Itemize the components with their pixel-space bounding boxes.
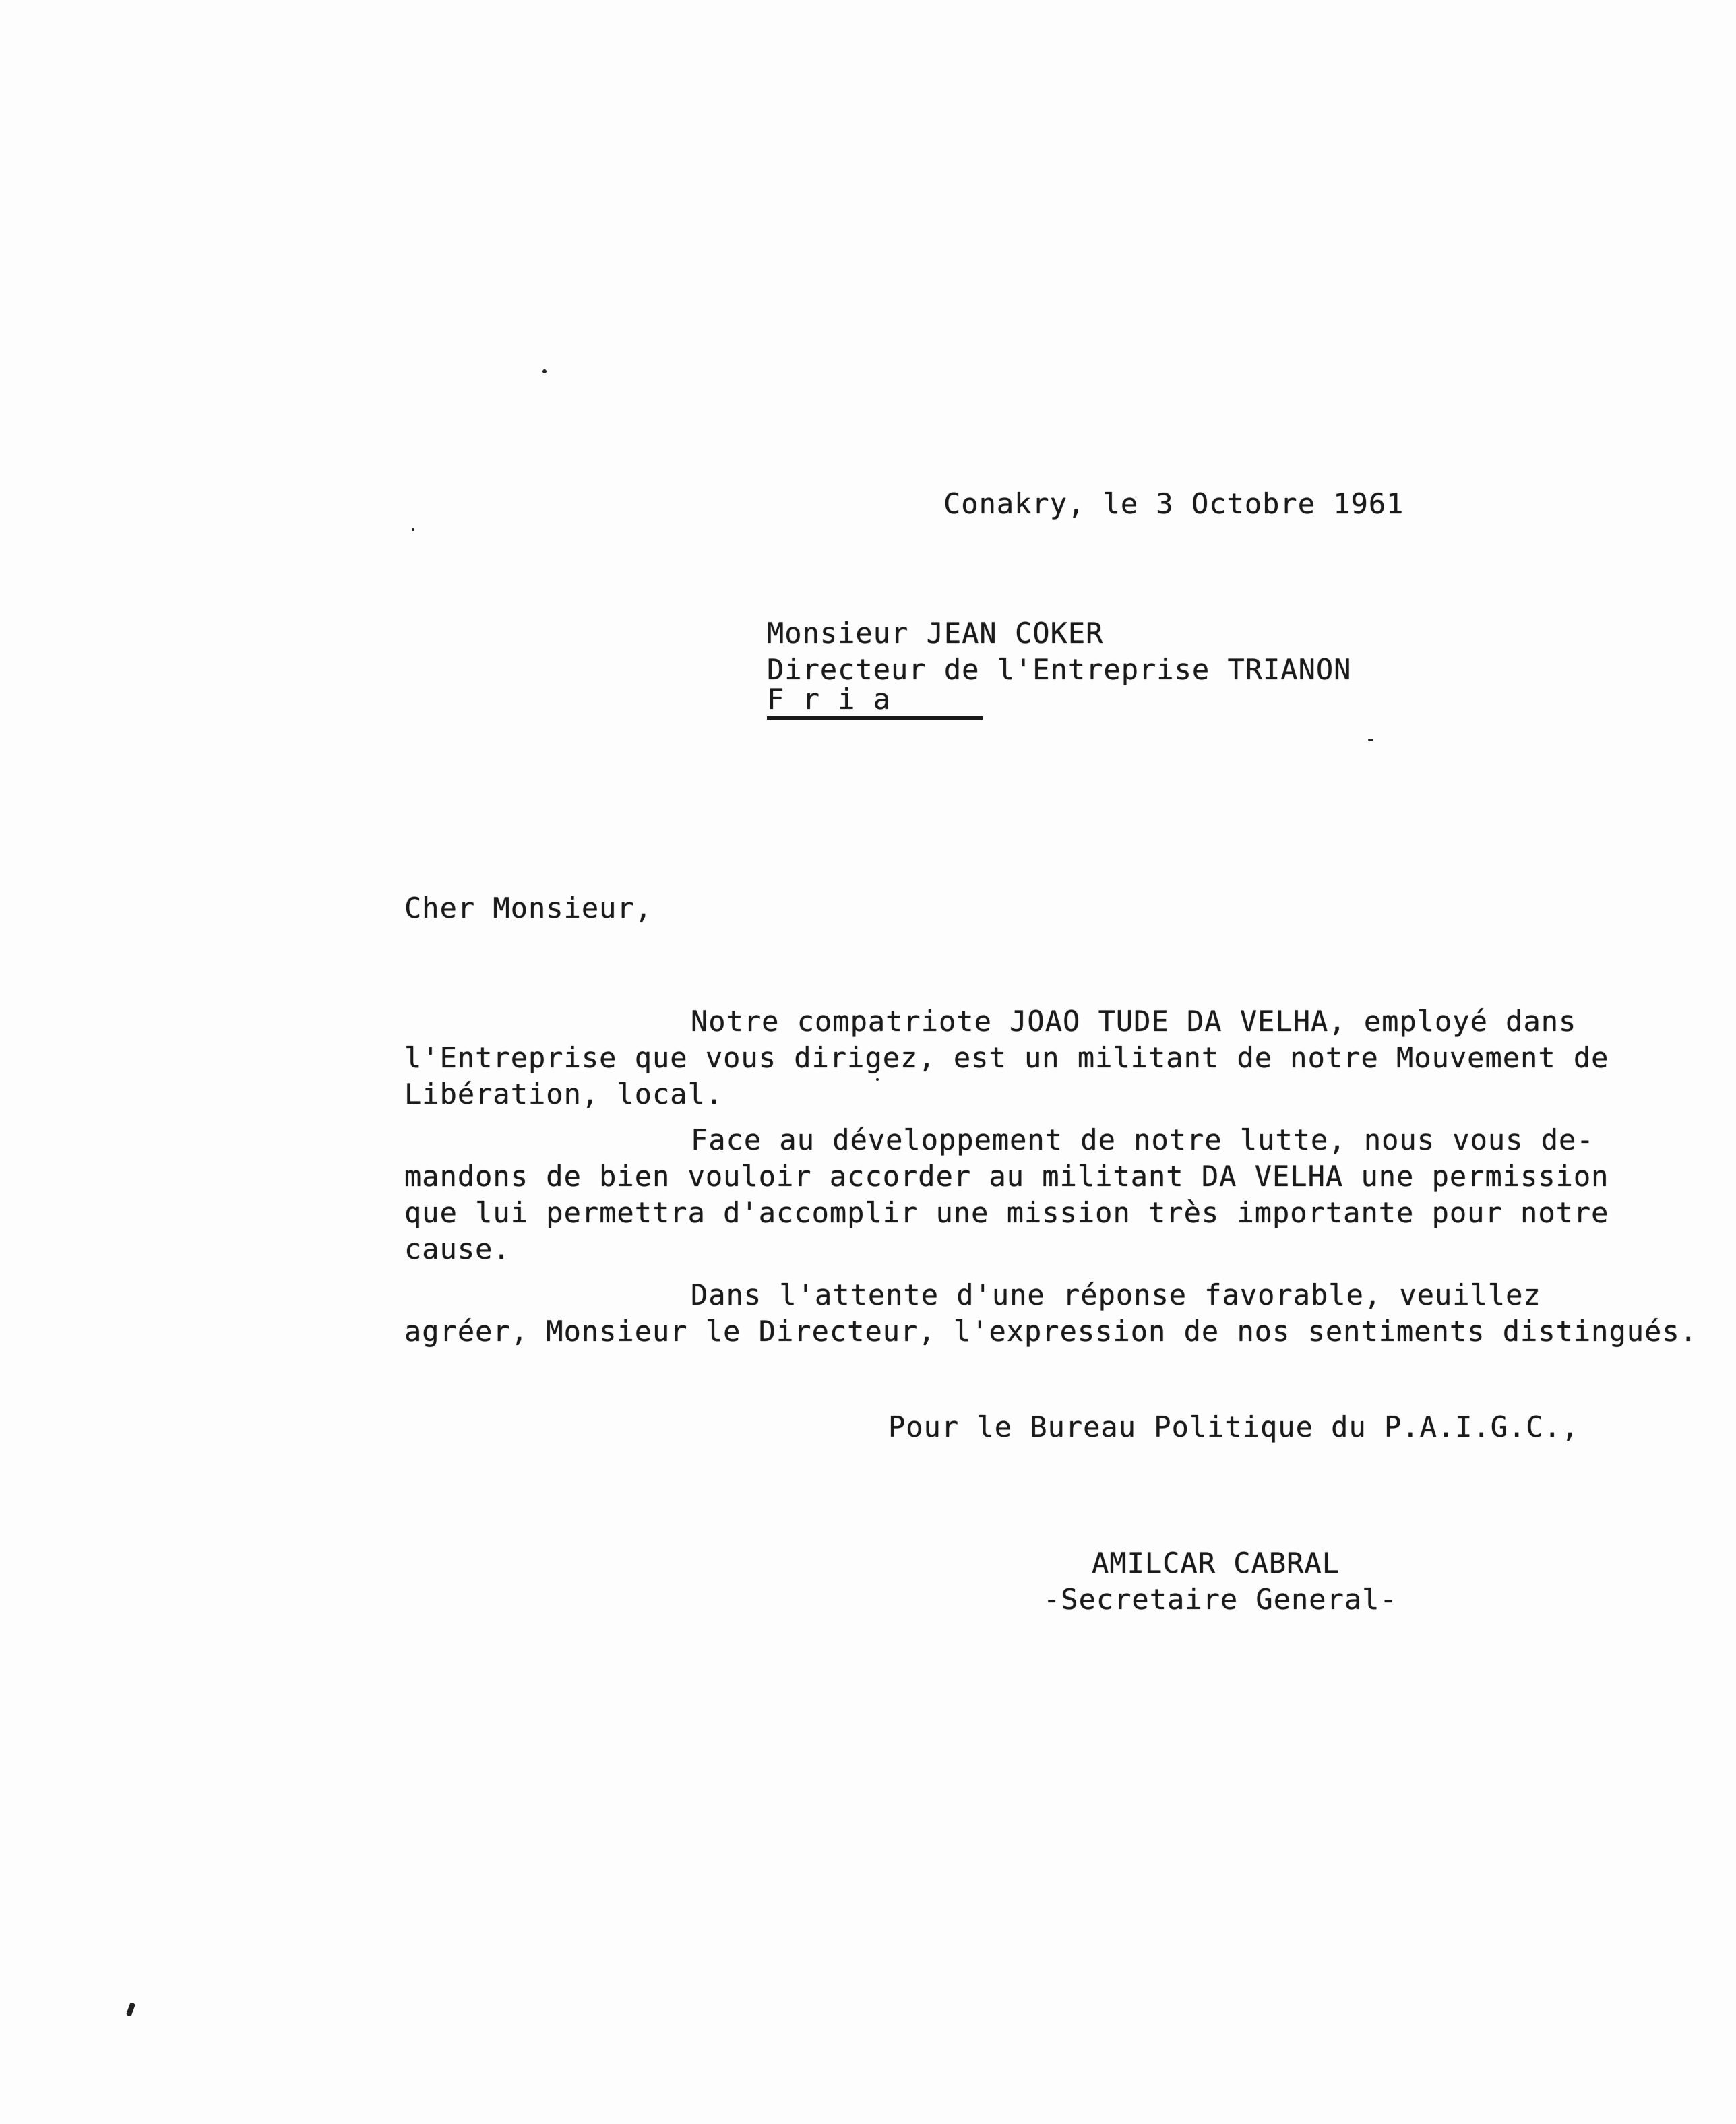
city-underline (767, 716, 983, 720)
recipient-title: Directeur de l'Entreprise TRIANON (767, 653, 1352, 686)
body-line-2: l'Entreprise que vous dirigez, est un militant de notre Mouvement de (404, 1041, 1609, 1074)
body-line-8: Dans l'attente d'une réponse favorable, veuillez (691, 1278, 1541, 1311)
closing-line: Pour le Bureau Politique du P.A.I.G.C., (888, 1410, 1580, 1443)
recipient-name: Monsieur JEAN COKER (767, 617, 1104, 650)
body-line-3: Libération, local. (404, 1077, 724, 1111)
signatory-title: -Secretaire General- (1043, 1583, 1398, 1616)
recipient-city: F r i a (767, 683, 892, 716)
scan-speck (876, 1078, 879, 1081)
scan-speck (1368, 739, 1373, 741)
body-line-7: cause. (404, 1232, 511, 1266)
body-line-9: agréer, Monsieur le Directeur, l'expression de nos sentiments distingués. (404, 1315, 1698, 1348)
salutation: Cher Monsieur, (404, 892, 653, 925)
signatory-name: AMILCAR CABRAL (1092, 1547, 1340, 1580)
body-line-4: Face au développement de notre lutte, nous vous de- (691, 1123, 1594, 1156)
body-line-5: mandons de bien vouloir accorder au militant DA VELHA une permission (404, 1160, 1609, 1193)
date-line: Conakry, le 3 Octobre 1961 (943, 487, 1404, 520)
body-line-6: que lui permettra d'accomplir une mission très importante pour notre (404, 1196, 1609, 1229)
scan-speck (126, 2002, 135, 2017)
body-line-1: Notre compatriote JOAO TUDE DA VELHA, employé dans (691, 1005, 1577, 1038)
scan-speck (542, 369, 547, 373)
scan-speck (412, 528, 414, 531)
